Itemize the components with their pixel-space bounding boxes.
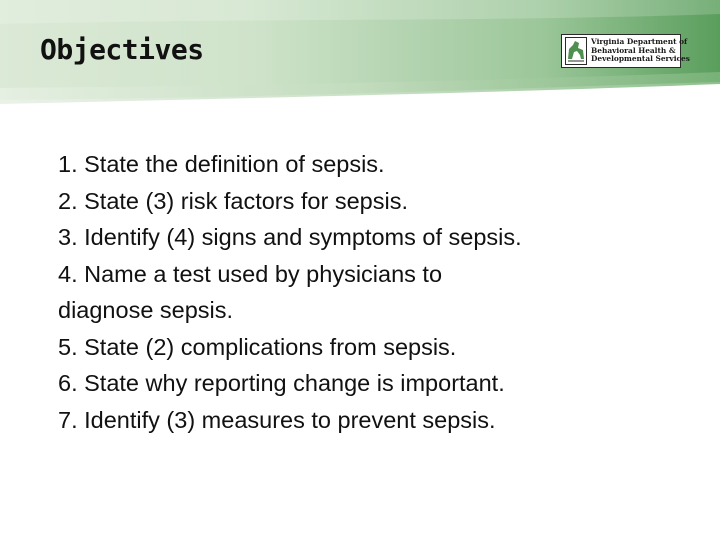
- objectives-list: [58, 146, 698, 438]
- objective-line: 1. State the definition of sepsis.: [58, 151, 385, 177]
- objective-line: 4. Name a test used by physicians to: [58, 260, 443, 287]
- objective-line: diagnose sepsis.: [58, 297, 234, 323]
- logo-text: [591, 38, 690, 64]
- dbhds-logo: [561, 34, 690, 68]
- slide-title: Objectives: [40, 33, 204, 66]
- logo-line-3: Developmental Services: [591, 54, 690, 64]
- header-band: [0, 0, 720, 110]
- logo-line-1: Virginia Department of: [591, 37, 688, 47]
- objective-line: 7. Identify (3) measures to prevent sepsis.: [58, 406, 496, 433]
- objective-line: 5. State (2) complications from sepsis.: [58, 333, 457, 360]
- logo-line-2: Behavioral Health &: [591, 45, 676, 55]
- virginia-map-icon: [565, 37, 587, 65]
- objective-line: 2. State (3) risk factors for sepsis.: [58, 187, 408, 214]
- objective-line: 3. Identify (4) signs and symptoms of sepsis.: [58, 224, 522, 250]
- objective-line: 6. State why reporting change is important.: [58, 370, 505, 396]
